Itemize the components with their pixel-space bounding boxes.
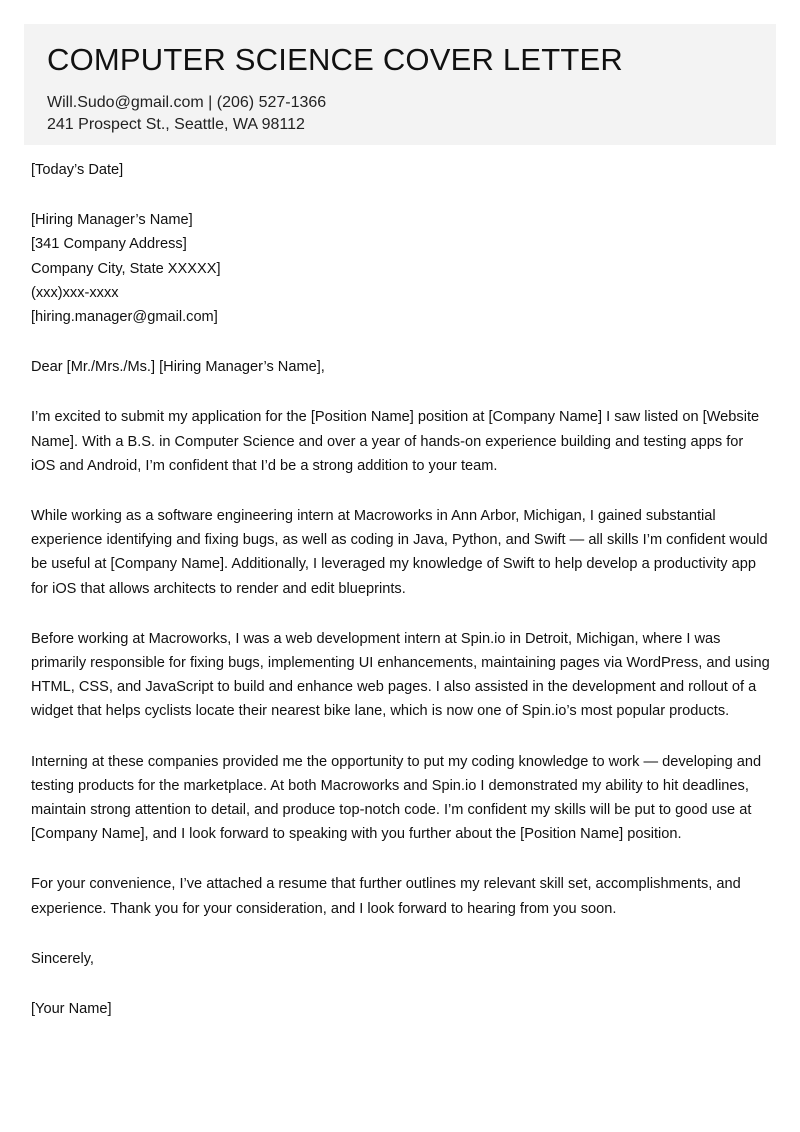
recipient-address: [341 Company Address]: [31, 236, 187, 253]
body-paragraph: I’m excited to submit my application for the [Position Name] position at [Company Name] I saw listed on [Website Name]. With a B.S. in Computer Science and over a year of hands-on experience building and testing apps for iOS and Android, I’m confident that I’d be a strong addition to your team.: [31, 409, 760, 474]
recipient-city: Company City, State XXXXX]: [31, 260, 221, 277]
letter-header: [24, 24, 776, 145]
recipient-phone: (xxx)xxx-xxxx: [31, 284, 119, 301]
salutation: Dear [Mr./Mrs./Ms.] [Hiring Manager’s Name],: [31, 359, 325, 376]
page-title: COMPUTER SCIENCE COVER LETTER: [47, 42, 623, 77]
recipient-block: [31, 208, 771, 329]
contact-address: 241 Prospect St., Seattle, WA 98112: [47, 116, 305, 133]
contact-email-phone: Will.Sudo@gmail.com | (206) 527-1366: [47, 94, 327, 111]
recipient-email: [hiring.manager@gmail.com]: [31, 309, 218, 326]
body-paragraph: While working as a software engineering intern at Macroworks in Ann Arbor, Michigan, I gained substantial experience identifying and fixing bugs, as well as coding in Java, Python, and Swift — all skills I’m confident would be useful at [Company Name]. Additionally, I leveraged my knowledge of Swift to help develop a productivity app for iOS that allows architects to render and edit blueprints.: [31, 508, 768, 597]
body-paragraph: Before working at Macroworks, I was a web development intern at Spin.io in Detroit, Michigan, where I was primarily responsible for fixing bugs, implementing UI enhancements, maintaining pages via WordPress, and using HTML, CSS, and JavaScript to build and enhance web pages. I also assisted in the development and rollout of a widget that helps cyclists locate their nearest bike lane, which is now one of Spin.io’s most popular products.: [31, 630, 770, 720]
letter-date: [Today’s Date]: [31, 162, 124, 178]
recipient-name: [Hiring Manager’s Name]: [31, 212, 193, 229]
body-paragraph: For your convenience, I’ve attached a resume that further outlines my relevant skill set, accomplishments, and experience. Thank you for your consideration, and I look forward to hearing from you soon.: [31, 876, 741, 917]
closing: Sincerely,: [31, 950, 94, 967]
signature: [Your Name]: [31, 1001, 112, 1018]
contact-info: [47, 92, 776, 136]
letter-body: [31, 158, 771, 1047]
body-paragraph: Interning at these companies provided me the opportunity to put my coding knowledge to work — developing and testing products for the marketplace. At both Macroworks and Spin.io I demonstrated my ability to hit deadlines, maintain strong attention to detail, and produce top-notch code. I’m confident my skills will be put to good use at [Company Name], and I look forward to speaking with you further about the [Position Name] position.: [31, 753, 762, 843]
